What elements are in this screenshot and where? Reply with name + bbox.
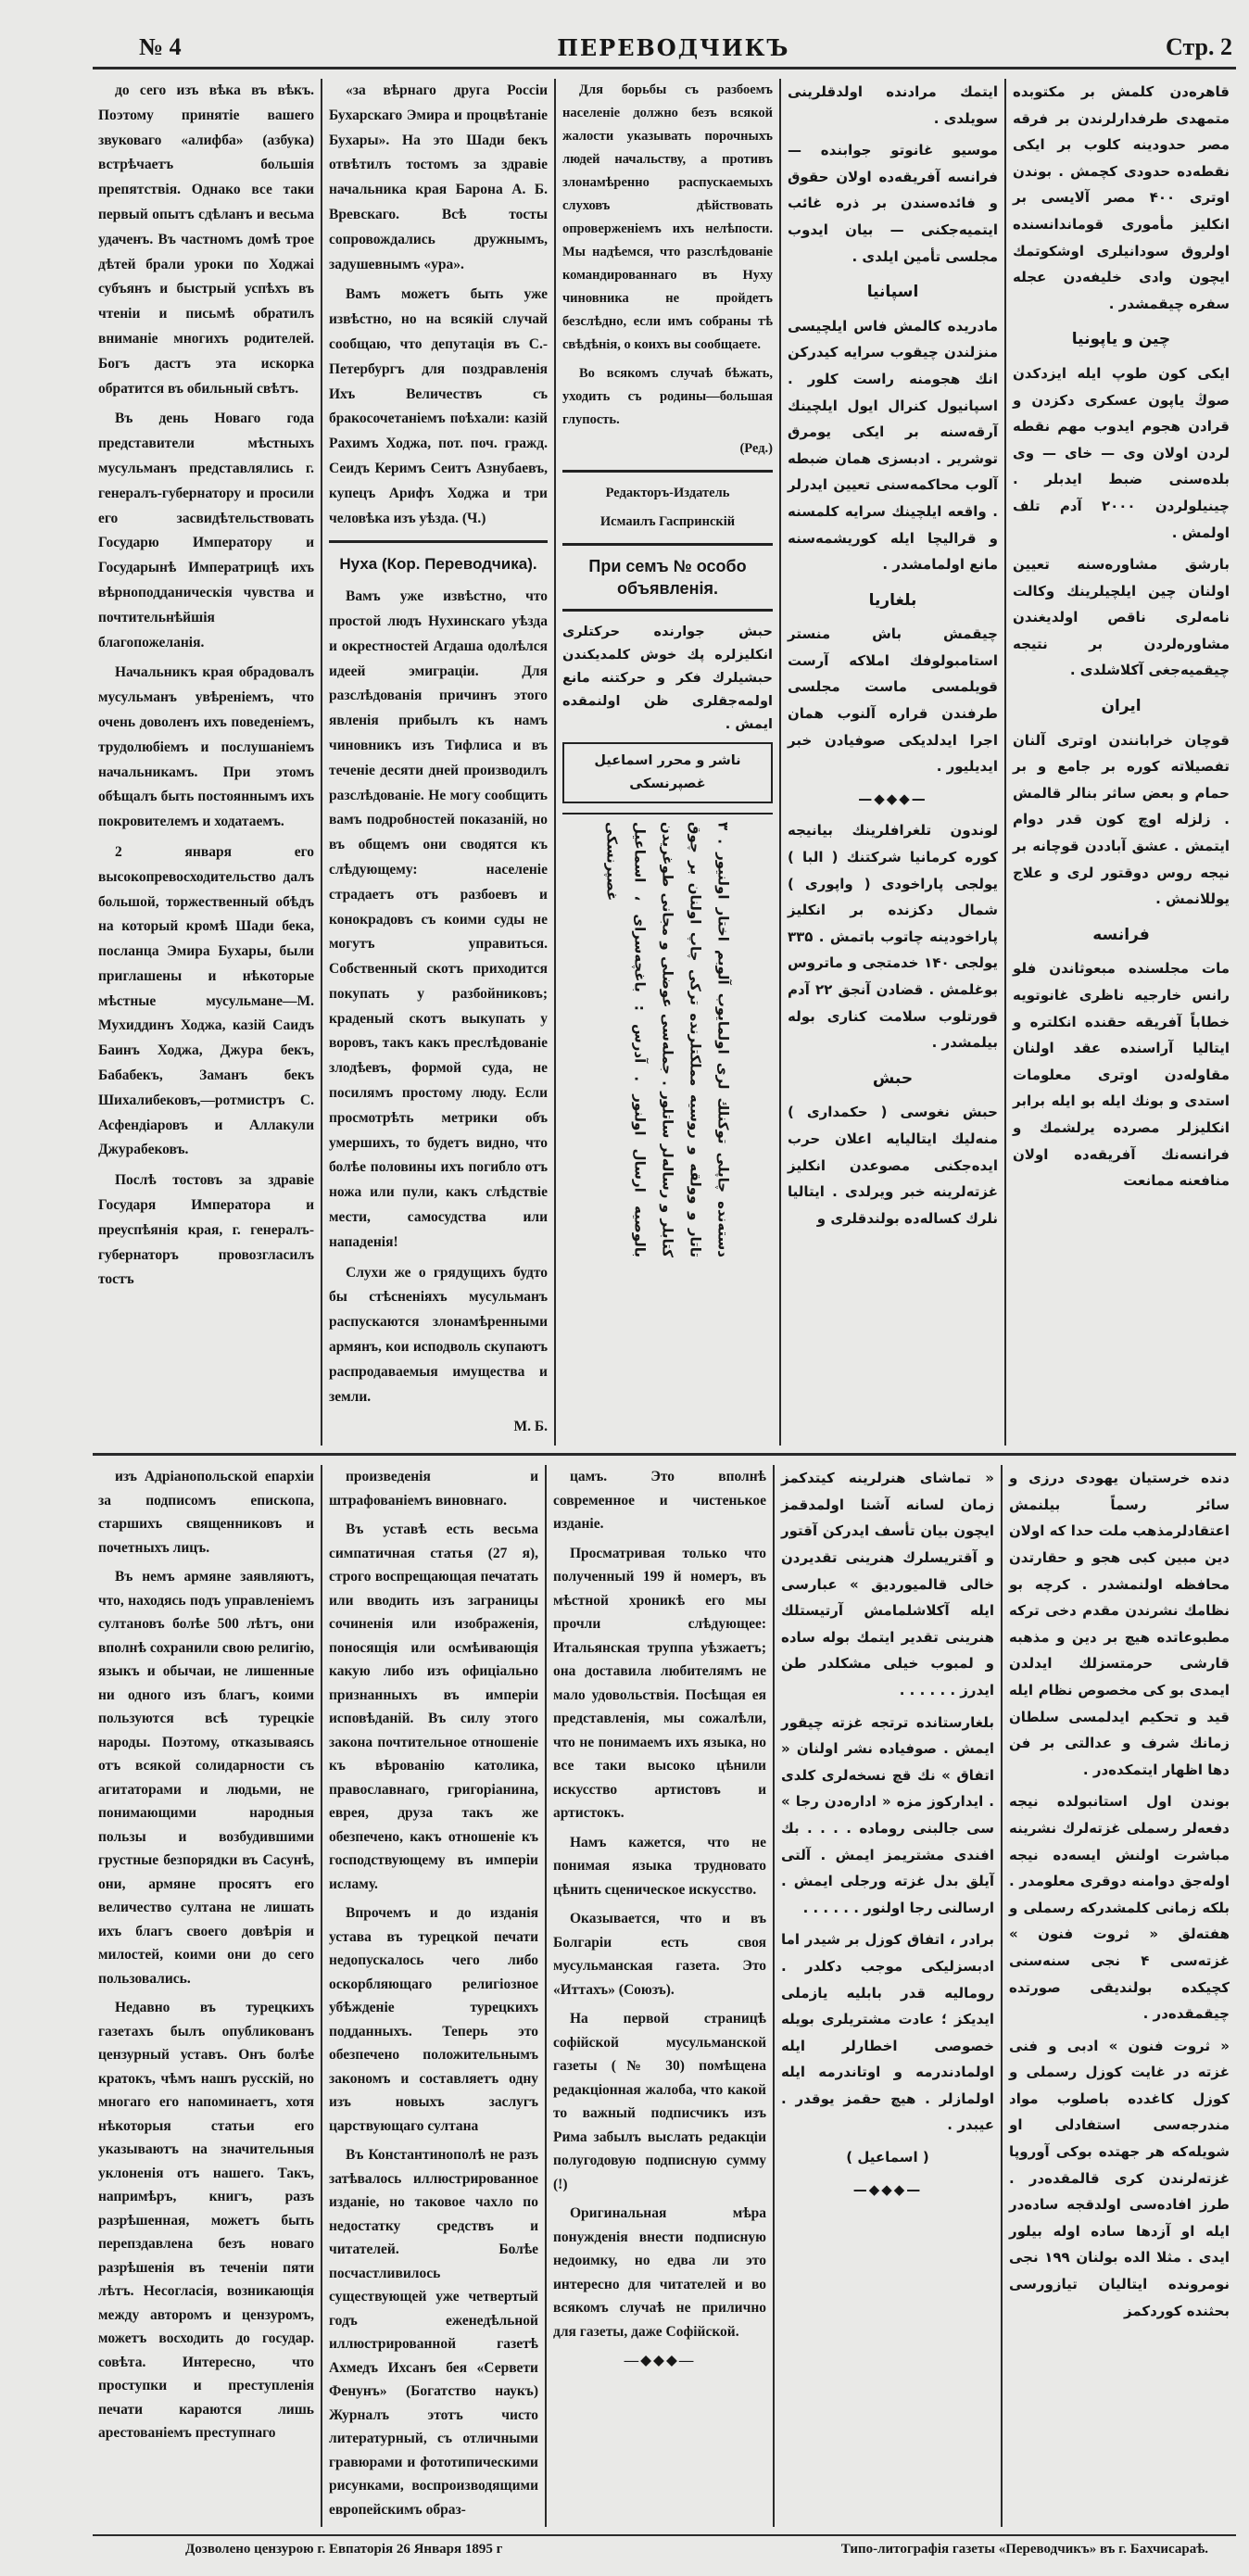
- paragraph: Въ уставѣ есть весьма симпатичная статья (27 я), строго воспрещающая печатать или вводить изъ заграницы сочиненія или изображенія, поносящія или осмѣивающія какую либо изъ офиціально признанныхъ въ имперіи исповѣданій. Въ силу этого закона почтительное отношеніе къ вѣрованію католика, православнаго, григоріанина, еврея, друза такъ же обезпечено, какъ отношеніе къ господствующему въ имперіи исламу.: [329, 1522, 538, 1892]
- paragraph: ايتمك مرادنده اولدقلرينى سويلدى .: [788, 83, 998, 127]
- section-heading: ايران: [1101, 697, 1142, 716]
- paragraph: 2 января его высокопревосходительство далъ большой, торжественный обѣдъ на который кромѣ Шади бека, посланца Эмира Бухары, были приглашены и нѣкоторые мѣстные мусульмане—М. Мухиддинъ Ходжа, казій Саидъ Баинъ Ходжа, Джура бекъ, Бабабекъ, Заманъ бекъ Шихалибековъ,—ротмистръ С. Асфендіаровъ и Аллакули Джурабековъ.: [98, 843, 314, 1158]
- paragraph: Впрочемъ и до изданія устава въ турецкой печати недопускалось чего либо оскорбляющаго религіозное убѣжденіе турецкихъ подданныхъ. Теперь это обезпечено положительнымъ закономъ и составляетъ одну изъ новыхъ заслугъ царствующаго султана: [329, 1905, 538, 2134]
- ornament: —◆◆◆—: [624, 2353, 696, 2369]
- page-number: Стр. 2: [1166, 33, 1232, 60]
- section-heading: بلغاريا: [868, 590, 917, 610]
- ottoman-column: [1004, 79, 1236, 1446]
- publisher-box: ناشر و محرر اسماعيل غصپرنسكى: [562, 742, 773, 803]
- paragraph: چيقمش باش منستر استامبولوفك املاكه آرست قويلمسى ماست مجلسى طرفندن قراره آلنوب همان اجرا ايدلديكى صوفيادن خبر ايديليور .: [788, 625, 998, 776]
- paragraph: Оригинальная мѣра понужденія внести подписную недоимку, но едва ли это интересно для читателей и во всякомъ случаѣ не прилично для газеты, даже Софійской.: [553, 2205, 766, 2340]
- bottom-section: [93, 1456, 1236, 2536]
- paragraph: «за вѣрнаго друга Россіи Бухарскаго Эмира и процвѣтаніе Бухары». На это Шади бекъ отвѣтилъ тостомъ за здравіе начальника края Барона А. Б. Вревскаго. Всѣ тосты сопровождались дружнымъ, задушевнымъ «ура».: [329, 82, 548, 272]
- section-heading: چين و ياپونيا: [1071, 330, 1171, 349]
- paragraph: Для борьбы съ разбоемъ населеніе должно безъ всякой жалости указывать порочныхъ людей начальству, а противъ злонамѣренно распускаемыхъ слуховъ дѣйствовать опроверженіемъ ихъ нелѣпости. Мы надѣемся, что разслѣдованіе командированнаго въ Нуху чиновника не пройдетъ безслѣдно, если имъ собраны тѣ свѣдѣнія, о коихъ вы сообщаете.: [562, 82, 773, 352]
- ottoman-column: [773, 1465, 1001, 2527]
- paragraph: изъ Адріанопольской епархіи за подписомъ епископа, старшихъ священниковъ и почетныхъ лицъ.: [98, 1469, 314, 1556]
- article-column-body: [562, 79, 773, 803]
- paragraph: Намъ кажется, что не понимая языка трудновато цѣнить сценическое искусство.: [553, 1834, 766, 1898]
- vertical-advertisement: [562, 813, 773, 1257]
- paragraph: На первой страницѣ софійской мусульманской газеты (№ 30) помѣщена редакціонная жалоба, что какой то важный подписчикъ изъ Рима забылъ выслать редакціи полугодовую подписную сумму (!): [553, 2011, 766, 2192]
- rule: [562, 470, 773, 473]
- signature: (Ред.): [739, 441, 773, 456]
- paragraph: « ثروت فنون » ادبى و فنى غزته در غايت كوزل رسملى و كوزل كاغدده باصلوب مواد مندرجه‌سى استفادلى او شويله‌كه هر جهتده بوكى آوروپا غزته‌لرندن كرى قالمقده‌در . طرز افاده‌سى اولدقجه ساده‌در ايله او آزدها ساده اوله بيلور ايدى . مثلا الده بولنان ۱۹۹ نجى نومرونده ايتاليان تيازورسى بحثنده كوردكمز: [1009, 2037, 1230, 2319]
- paragraph: Просматривая только что полученный 199 й номеръ, въ мѣстной хроникѣ его мы прочли слѣдующее: Итальянская труппа уѣзжаетъ; она доставила любителямъ не мало удовольствія. Посѣщая ея представленія, мы сожалѣли, что не понимаемъ ихъ языка, но все таки высоко цѣнили искусство артистовъ и артистокъ.: [553, 1545, 766, 1822]
- paragraph: Въ немъ армяне заявляютъ, что, находясь подъ управленіемъ султановъ болѣе 500 лѣтъ, они вполнѣ сохранили свою религію, языкъ и обычаи, не лишенные ни одного изъ благъ, коими пользуются всѣ турецкіе народы. Поэтому, отказываясь отъ всякой солидарности съ агитаторами и людьми, не понимающими народныя пользы и возбудившими грустные безпорядки въ Сасунѣ, они, армяне просятъ его величество султана не лишать ихъ благъ своего довѣрія и милостей, коими они до сего пользовались.: [98, 1569, 314, 1987]
- footer: [93, 2536, 1236, 2557]
- paragraph: Во всякомъ случаѣ бѣжать, уходить съ родины—большая глупость.: [562, 366, 773, 427]
- paragraph: قاهره‌دن كلمش بر مكتوبده متمهدى طرفدارلرندن بر فرقه مصر حدودينه كلوب بر ايكى نقطه‌ده حدودى كچمش . بوندن اوترى ۴۰۰ مصر آلايسى بر انكليز مأمورى قوماندانسنده اولروق سودانيلرى اوشكوتمك ايچون وادى خليفه‌دن عجله سفره چيقمشدر .: [1013, 83, 1230, 312]
- paragraph: Въ день Новаго года представители мѣстныхъ мусульманъ представлялись г. генералъ-губернатору и просили его засвидѣтельствовать Государю Императору и Государынѣ Императрицѣ ихъ вѣрноподданическія чувства и почтительнѣйшія благопожеланія.: [98, 410, 314, 650]
- paragraph: Послѣ тостовъ за здравіе Государя Императора и преуспѣянія края, г. генералъ-губернаторъ провозгласилъ тостъ: [98, 1172, 314, 1288]
- rule: [329, 540, 548, 543]
- censorship-note: Дозволено цензурою г. Евпаторія 26 Января 1895 г: [185, 2542, 503, 2557]
- section-heading: فرانسه: [1092, 925, 1150, 944]
- ornament: —◆◆◆—: [858, 789, 927, 807]
- paragraph: حبش جوارنده حركتلرى انكليزلره پك خوش كلمديكندن حبشيلرك فكر و حركتنه مانع اولمه‌جقلرى ظن اولنمقده ايمش .: [562, 625, 773, 732]
- paragraph: Въ Константинополѣ не разъ затѣвалось иллюстрированное изданіе, но таковое чахло по недостатку средствъ и читателей. Болѣе посчастливилось существующей уже четвертый годъ еженедѣльной иллюстрированной газетѣ Ахмедъ Ихсанъ бея «Сервети Фенунъ» (Богатство наукъ) Журналъ этотъ чисто литературный, съ отличными гравюрами и фототипическими рисунками, воспроизводящими европейскимъ образ-: [329, 2147, 538, 2518]
- article-column: [93, 79, 321, 1446]
- paragraph: Слухи же о грядущихъ будто бы стѣсненіяхъ мусульманъ распускаются злонамѣренными армянъ, кои исподволь скупаютъ распродаваемыя имущества и земли.: [329, 1264, 548, 1405]
- rule: [562, 609, 773, 612]
- paragraph: Оказывается, что и въ Болгаріи есть своя мусульманская газета. Это «Иттахъ» (Союзъ).: [553, 1911, 766, 1998]
- paragraph: دنده خرستيان يهودى درزى و سائر رسماً بيلنمش اعتقادلرمذهب ملت حدا كه اولان دين مبين كبى هجو و حقارتدن محافظه اولنمشدر . كرچه بو نظامك نشرندن مقدم دخى تركه مطبوعاتده هيچ بر دين و مذهبه قارشى حرمتسزلك ايدلدن ايمدى بو كى مخصوص نظام ايله قيد و تحكيم ايدلمسى سلطان زمانك شرف و عدالتى بر فن دها اظهار ايتمكده‌در .: [1009, 1470, 1230, 1778]
- paragraph: بلغارستانده ترتجه غزته چيقور ايمش . صوفياده نشر اولنان « اتفاق » نك قچ نسخه‌لرى كلدى . ايداركوز مزه « اداره‌دن رجا » سى جالبنى روماده . . . . بك افندى مشتريمز ايمش . آلتى آيلق بدل غزته ورجلى ايمش . ارسالنى رجا اولنور . . . . . .: [781, 1713, 994, 1916]
- paragraph: بوندن اول استانبولده نيجه دفعه‌لر رسملى غزته‌لرك نشرينه مباشرت اولنش ايسه‌ده نيجه اوله‌جق دوامنه دوقرى معلومدر . بلكه زمانى كلمشدركه رسملى و هفته‌لق « ثروت فنون » غزته‌سى ۴ نجى سنه‌سنى كچيكده بولنديقى صورتده چيقمقده‌در .: [1009, 1793, 1230, 2023]
- centered-line: Исмаилъ Гаспринскій: [599, 514, 736, 529]
- centered-line: Редакторъ-Издатель: [605, 486, 730, 500]
- paragraph: произведенія и штрафованіемъ виновнаго.: [329, 1469, 538, 1509]
- paragraph: مادريده كالمش فاس ايلچيسى منزلندن چيقوب سرايه كيدركن انك هجومنه راست كلور . اسپانيول كنرال ايول ايلچينك آرقه‌سنه بر ايكى يومرق توشرير . ادبسزى همان ضبطه آلوب محاكمه‌سنى تعيين ايدرلر . واقعه ايلچينك سرايه كلمسنه و قراليچا ايله كوريشمه‌سنه مانع اولمامشدر .: [788, 317, 998, 574]
- ornament: —◆◆◆—: [852, 2180, 923, 2198]
- paragraph: « تماشاى هنرلرينه كيتدكمز زمان لسانه آشنا اولمدقمز ايچون بيان تأسف ايدركن آقتور و آقتريسلرك هنرينى تقديردن خالى قالميورديق » عبارسى ايله آكلاشلمامش آرتيستلك هنرينى تقدير ايتمك بوله ساده و لمبوب خيلى مشكلدر طن ايدرز . . . . . .: [781, 1470, 994, 1698]
- masthead: [93, 33, 1236, 69]
- paragraph: مات مجلسنده مبعوثاندن فلو رانس خارجيه ناظرى غانوتويه خطاباً آفريقه حقنده انكلتره و ايتاليا آراسنده عقد اولنان مقاوله‌دن اوترى معلومات استدى و بونك ايله بو ايله برابر انكليزلر مصرده يرلشمك و فرانسه‌نك آفريقه‌ده اولان منافعنه ممانعت: [1013, 960, 1230, 1190]
- paragraph: цамъ. Это вполнѣ современное и чистенькое изданіе.: [553, 1469, 766, 1533]
- advertisement-text: ۳ دسته‌نده چاپلى توكنلك لرى اولمايوب آلوبم اختار اولنيور . تاتار و وولقه و روسيه مملكتلرنده تركى چاپ اولنان بر چوق كتابلر و رساله‌لر ساتلور . جمله‌سى عوضلى و مجانى طوغريدن بالوصيه ارسال اولنور . آدرس : باغچه‌سراى ، اسماعيل غصپرنسكى: [603, 822, 732, 1257]
- paragraph: بارشق مشاوره‌سنه تعيين اولنان چين ايلچيلرينك وكالت نامه‌لرى ناقص اولديغندن مشاوره‌لردن بر نتيجه چيقميه‌جغى آكلاشلدى .: [1013, 556, 1230, 679]
- section-heading: Нуха (Кор. Переводчика).: [339, 555, 537, 574]
- paragraph: موسيو غانوتو جوابنده — فرانسه آفريقه‌ده اولان حقوق و فائده‌سندن بر ذره غائب ايتميه‌جكنى — بيان ايدوب مجلسى تأمين ايلدى .: [788, 142, 998, 265]
- paragraph: Недавно въ турецкихъ газетахъ былъ опубликованъ цензурный уставъ. Онъ болѣе кратокъ, чѣмъ нашъ русскій, но многаго его напоминаетъ, хотя нѣкоторыя статьи его указываютъ на значительныя уклоненія отъ нашего. Такъ, напримѣръ, книгъ, разъ разрѣшенная, можетъ быть перепздавлена безъ новаго разрѣшенія въ теченіи пяти лѣтъ. Несогласія, возникающія между авторомъ и цензуромъ, можетъ восходить до государ. совѣта. Интересно, что проступки и преступленія печати караются лишь арестованіемъ преступнаго: [98, 2000, 314, 2442]
- paragraph: برادر ، اتفاق كوزل بر شيدر اما ادبسزليكى موجب دكلدر . روماليه قدر بابليه يازملى ايديكز ؛ عادت مشتريلرى بويله خصوصى اخطارلر ايله اولمادندرمه و اوتاندرمه ايله اولمازلر . هيچ حقمز يوقدر . عيبدر .: [781, 1931, 994, 2134]
- top-section: [93, 69, 1236, 1456]
- section-heading: حبش: [872, 1068, 914, 1088]
- section-heading: اسپانيا: [866, 283, 919, 302]
- article-column: [321, 1465, 545, 2527]
- centered-line: ( اسماعيل ): [846, 2149, 929, 2166]
- paragraph: قوچان خرابانندن اوترى آلنان تفصيلاته كوره بر جامع و بر حمام و بعض ساثر بنالر قالمش . زلزله اوچ كون قدر دوام ايتمش . عشق آباددن قوچانه بر نيجه روس دوقتور لرى و علاج يوللانمش .: [1013, 731, 1230, 908]
- printer-note: Типо-литографія газеты «Переводчикъ» въ г. Бахчисараѣ.: [840, 2542, 1208, 2557]
- paragraph: حبش نغوسى ( حكمدارى ) منه‌ليك ايتاليايه اعلان حرب ايده‌جكنى مصوعدن انكليز غزته‌لرينه خبر ويرلدى . ايتاليا نلرك كساله‌ده بولندقلرى و: [788, 1104, 998, 1227]
- article-column: [321, 79, 554, 1446]
- newspaper-title: ПЕРЕВОДЧИКЪ: [557, 34, 790, 61]
- issue-number: № 4: [139, 33, 182, 60]
- notice-heading: При семъ № особо объявленія.: [588, 557, 747, 598]
- ottoman-column: [779, 79, 1004, 1446]
- article-column: [554, 79, 779, 1446]
- paragraph: Вамъ уже извѣстно, что простой людъ Нухинскаго уѣзда и окрестностей Агдаша одолѣлся идеей эмиграціи. Для разслѣдованія причинъ этого явленія прибылъ къ намъ чиновникъ изъ Тифлиса и въ теченіе десяти дней производилъ разслѣдованіе. Не могу сообщить вамъ подробностей показаній, но въ общемъ они сводятся къ слѣдующему: населеніе страдаетъ отъ разбоевъ и конокрадовъ съ коими суды не могутъ управиться. Собственный скотъ приходится покупать у разбойниковъ; краденый скотъ выкупать у воровъ, такъ какъ преслѣдованіе злодѣевъ, формой суда, не посилямъ простому люду. Если просмотрѣть метрики объ умершихъ, то будетъ видно, что болѣе половины ихъ погибло отъ ножа или пули, какъ слѣдствіе мести, самосудства или нападенія!: [329, 588, 548, 1250]
- paragraph: لوندون تلغرافلرينك بيانيجه كوره كرمانيا شركتنك ( البا ) يولجى پاراخودى ( واپورى ) شمال دكزنده بر انكليز پاراخودينه چاتوب باتمش . ۳۳۵ يولجى ۱۴۰ خدمتجى و ماتروس بوغلمش . قضادن آنجق ۲۲ آدم قورتلوب سلامت كنارى بوله بيلمشدر .: [788, 822, 998, 1052]
- paragraph: до сего изъ вѣка въ вѣкъ. Поэтому принятіе вашего звуковаго «алифба» (азбука) встрѣчаетъ большія препятствія. Однако все таки первый опытъ сдѣланъ и весьма удаченъ. Въ частномъ домѣ трое дѣтей брали уроки по Ходжаі субъянъ и быстрый успѣхъ въ чтеніи и письмѣ обратилъ вниманіе многихъ родителей. Богъ дастъ эта искорка обратится въ обильный свѣтъ.: [98, 82, 314, 397]
- ottoman-column: [1001, 1465, 1236, 2527]
- article-column: [93, 1465, 321, 2527]
- paragraph: Вамъ можетъ быть уже извѣстно, но на всякій случай сообщаю, что депутація въ С.-Петербургъ для поздравленія Ихъ Величествъ съ бракосочетаніемъ поѣхали: казій Рахимъ Ходжа, пот. поч. гражд. Сеидъ Керимъ Сеитъ Азнубаевъ, купецъ Арифъ Ходжа и три человѣка изъ уѣзда. (Ч.): [329, 286, 548, 526]
- article-column: [545, 1465, 773, 2527]
- paragraph: Начальникъ края обрадовалъ мусульманъ увѣреніемъ, что очень доволенъ ихъ поведеніемъ, трудолюбіемъ и послушаніемъ начальникамъ. При этомъ обѣщалъ быть постояннымъ ихъ покровителемъ и ходатаемъ.: [98, 664, 314, 830]
- signature: М. Б.: [513, 1419, 548, 1435]
- rule: [562, 543, 773, 546]
- paragraph: ايكى كون طوپ ايله ايزدكدن صوڭ ياپون عسكرى دكزدن و قرادن هجوم ايدوب مهم نقطه لردن اولان وى — خاى — وى بلده‌سنى ضبط ايدبلر . چينيلولردن ۲۰۰۰ آدم تلف اولمش .: [1013, 364, 1230, 541]
